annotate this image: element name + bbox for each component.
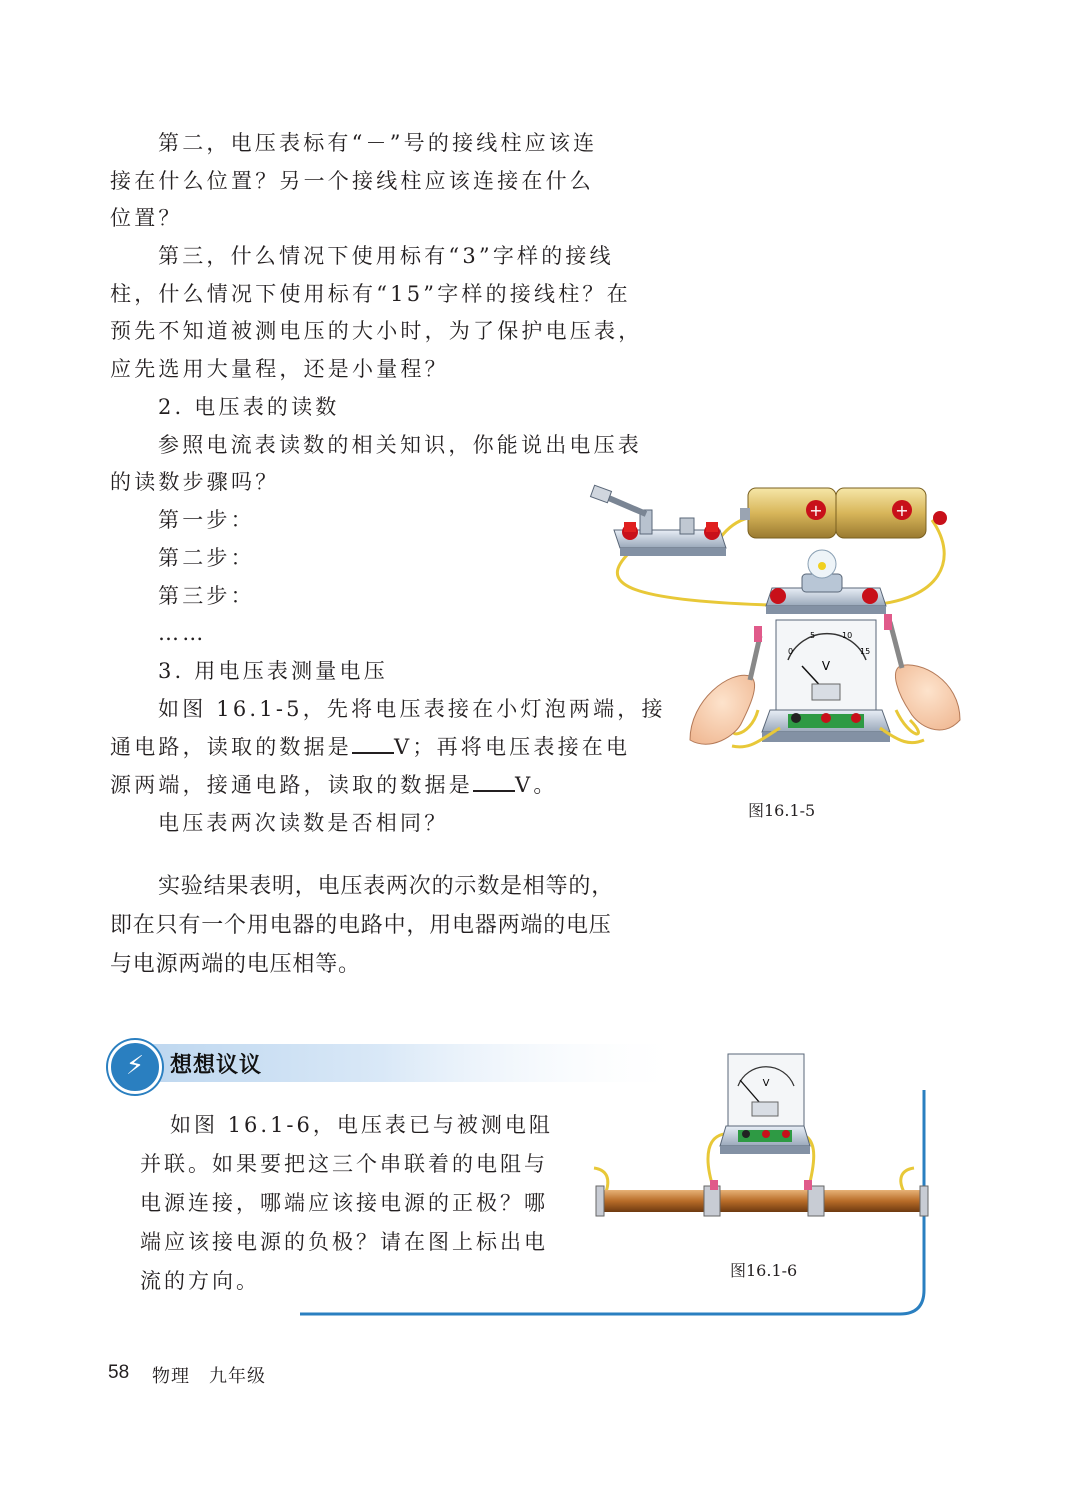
scale-label: 0	[788, 647, 794, 656]
lamp-icon	[766, 550, 886, 614]
answer-blank[interactable]	[352, 734, 394, 754]
text-line: 第三，什么情况下使用标有“3”字样的接线	[158, 244, 614, 268]
text-line: 参照电流表读数的相关知识，你能说出电压表	[158, 433, 642, 457]
book-title: 物理 九年级	[152, 1366, 266, 1387]
text-line: 预先不知道被测电压的大小时，为了保护电压表，	[110, 319, 643, 343]
switch-icon	[590, 485, 726, 556]
battery-icon	[740, 488, 947, 538]
discussion-title: 想想议议	[170, 1053, 263, 1078]
svg-text:+: +	[895, 501, 909, 520]
conclusion-line: 即在只有一个用电器的电路中，用电器两端的电压	[110, 913, 612, 938]
discussion-icon: ⚡	[108, 1040, 162, 1094]
step-line: 第一步：	[158, 508, 255, 532]
text-line: 通电路，读取的数据是 V；再将电压表接在电	[110, 735, 631, 759]
step-line: 第三步：	[158, 584, 255, 608]
meter-unit: V	[762, 1078, 770, 1089]
text-line: 柱，什么情况下使用标有“15”字样的接线柱？在	[110, 282, 631, 306]
discussion-line: 如图 16.1-6，电压表已与被测电阻	[170, 1113, 553, 1137]
text-line: 应先选用大量程，还是小量程？	[110, 357, 449, 381]
circuit-figure	[580, 470, 980, 780]
meter-unit: V	[821, 659, 831, 673]
text-line: 源两端，接通电路，读取的数据是 V。	[110, 773, 558, 797]
figure-caption: 图16.1-6	[730, 1261, 798, 1280]
ellipsis: ……	[158, 621, 207, 645]
section-heading: 3. 用电压表测量电压	[158, 659, 388, 683]
scale-label: 15	[860, 647, 871, 656]
voltmeter-icon	[762, 620, 890, 742]
text-line: 第二，电压表标有“－”号的接线柱应该连	[158, 131, 598, 155]
discussion-line: 并联。如果要把这三个串联着的电阻与	[140, 1152, 548, 1176]
discussion-line: 端应该接电源的负极？请在图上标出电	[140, 1230, 548, 1254]
resistor-figure	[594, 1050, 934, 1230]
scale-label: 5	[810, 631, 816, 640]
text-line: 接在什么位置？另一个接线柱应该连接在什么	[110, 169, 594, 193]
svg-text:+: +	[809, 501, 823, 520]
text-line: 如图 16.1-5，先将电压表接在小灯泡两端，接	[158, 697, 666, 721]
conclusion-line: 与电源两端的电压相等。	[110, 952, 361, 977]
hand-icon	[884, 614, 960, 730]
page-number: 58	[108, 1362, 130, 1383]
answer-blank[interactable]	[473, 772, 515, 792]
scale-label: 10	[842, 631, 853, 640]
conclusion-line: 实验结果表明，电压表两次的示数是相等的，	[158, 874, 615, 899]
voltmeter-icon	[720, 1054, 810, 1154]
figure-caption: 图16.1-5	[748, 801, 816, 820]
resistor-icon	[596, 1180, 928, 1216]
discussion-line: 电源连接，哪端应该接电源的正极？哪	[140, 1191, 548, 1215]
section-heading: 2. 电压表的读数	[158, 395, 340, 419]
text-line: 电压表两次读数是否相同？	[158, 811, 449, 835]
discussion-line: 流的方向。	[140, 1269, 260, 1293]
text-line: 位置？	[110, 206, 183, 230]
text-line: 的读数步骤吗？	[110, 470, 280, 494]
step-line: 第二步：	[158, 546, 255, 570]
